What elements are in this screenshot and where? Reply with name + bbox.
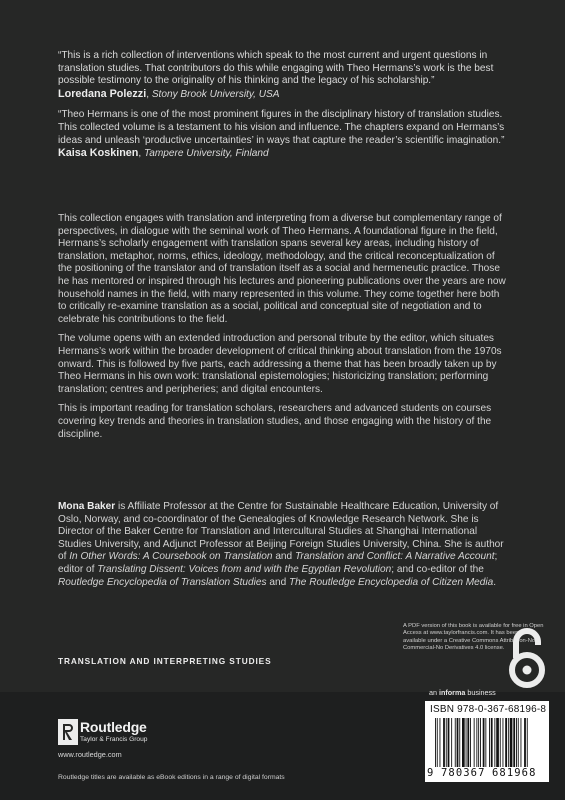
endorsement-attribution: Kaisa Koskinen, Tampere University, Finland xyxy=(58,147,269,160)
ebook-note: Routledge titles are available as eBook editions in a range of digital formats xyxy=(58,774,285,781)
barcode-digit-first: 9 xyxy=(427,767,434,779)
publisher-name: Routledge xyxy=(80,719,147,735)
book-title: Translation and Conflict: A Narrative Account xyxy=(294,551,495,563)
publisher-group: Taylor & Francis Group xyxy=(80,736,148,743)
endorser-affiliation: Tampere University, Finland xyxy=(144,148,269,160)
endorser-name: Kaisa Koskinen xyxy=(58,147,139,160)
book-title: Translating Dissent: Voices from and with the Egyptian Revolution xyxy=(97,563,392,575)
endorser-affiliation: Stony Brook University, USA xyxy=(151,88,280,100)
endorsements xyxy=(58,50,508,161)
endorsement-quote: “This is a rich collection of interventions which speak to the most current and urgent questions in translation studies. That contributors do this while engaging with Theo Hermans’s work is the best possible testimony to the originality of his thinking and the legacy of his scholarship.” xyxy=(58,50,494,87)
editor-name: Mona Baker xyxy=(58,501,116,512)
description-paragraph: The volume opens with an extended introduction and personal tribute by the editor, which situates Hermans’s work within the broader development of critical thinking about translation from the 1970s onward. This is followed by five parts, each addressing a theme that has been broadly taken up by Theo Hermans in his own work: translational epistemologies; historicizing translation; performing translation; centres and peripheries; and digital encounters. xyxy=(58,333,502,395)
endorsement-quote: “Theo Hermans is one of the most prominent figures in the disciplinary history of translation studies. This collected volume is a testament to his vision and influence. The chapters expand on Hermans’s ideas and unleash ‘productive uncertainties’ in ways that capture the reader’s scientific imagination.” xyxy=(58,109,505,146)
publisher-website[interactable]: www.routledge.com xyxy=(58,750,122,759)
book-title: In Other Words: A Coursebook on Translation xyxy=(69,551,273,563)
routledge-logo-icon xyxy=(58,719,78,745)
book-description xyxy=(58,213,510,448)
open-access-note: A PDF version of this book is available for free in Open Access at www.taylorfrancis.com. It has been made available under a Creative Commons Attribution-Non Commercial-No Derivatives 4.0 license. xyxy=(403,623,544,651)
bio-text: ; editor of xyxy=(58,551,498,575)
informa-tagline xyxy=(429,688,496,697)
isbn-number: ISBN 978-0-367-68196-8 xyxy=(430,704,547,715)
isbn-barcode xyxy=(425,701,549,782)
book-title: Routledge Encyclopedia of Translation Studies xyxy=(58,576,267,588)
description-paragraph: This collection engages with translation and interpreting from a diverse but complementary range of perspectives, in dialogue with the seminal work of Theo Hermans. A foundational figure in the field, Hermans’s scholarly engagement with translation spans several key areas, including history of translation, metaphor, norms, ethics, ideology, methodology, and the critical reconceptualization of the positioning of the translator and of translation itself as a social and hermeneutic practice. Those he has mentored or inspired through his lectures and pioneering publications over the years are now household names in the field, with many represented in this volume. They come together here both to critically re-examine translation as a social, political and conceptual site of negotiation and to celebrate his contributions to the field. xyxy=(58,213,506,325)
bio-text: and xyxy=(272,551,295,563)
endorsement-attribution: Loredana Polezzi, Stony Brook University, USA xyxy=(58,87,280,100)
informa-suffix: business xyxy=(465,688,496,697)
bio-text: and xyxy=(266,576,289,588)
informa-brand: informa xyxy=(439,688,466,697)
bio-text: is Affiliate Professor at the Centre for Sustainable Healthcare Education, University of Oslo, Norway, and co-coordinator of the Genealogies of Knowledge Research Network. She is Director of the Baker Centre for Translation and Intercultural Studies at Shanghai International Studies University, and Adjunct Professor at Beijing Foreign Studies University, China. She is author of xyxy=(58,501,504,563)
informa-prefix: an xyxy=(429,688,439,697)
bio-text: . xyxy=(493,576,497,588)
bio-text: ; and co-editor of the xyxy=(391,563,484,575)
editor-bio xyxy=(58,501,513,589)
series-name: TRANSLATION AND INTERPRETING STUDIES xyxy=(58,656,272,666)
endorser-name: Loredana Polezzi xyxy=(58,87,147,100)
description-paragraph: This is important reading for translation scholars, researchers and advanced students on courses covering key trends and theories in translation studies, and those engaging with the history of the discipline. xyxy=(58,403,492,440)
open-access-icon xyxy=(502,622,552,692)
book-title: The Routledge Encyclopedia of Citizen Media xyxy=(289,576,494,588)
barcode-digits-right: 681968 xyxy=(492,767,537,779)
barcode-digits-left: 780367 xyxy=(441,767,486,779)
barcode-icon xyxy=(435,718,543,767)
